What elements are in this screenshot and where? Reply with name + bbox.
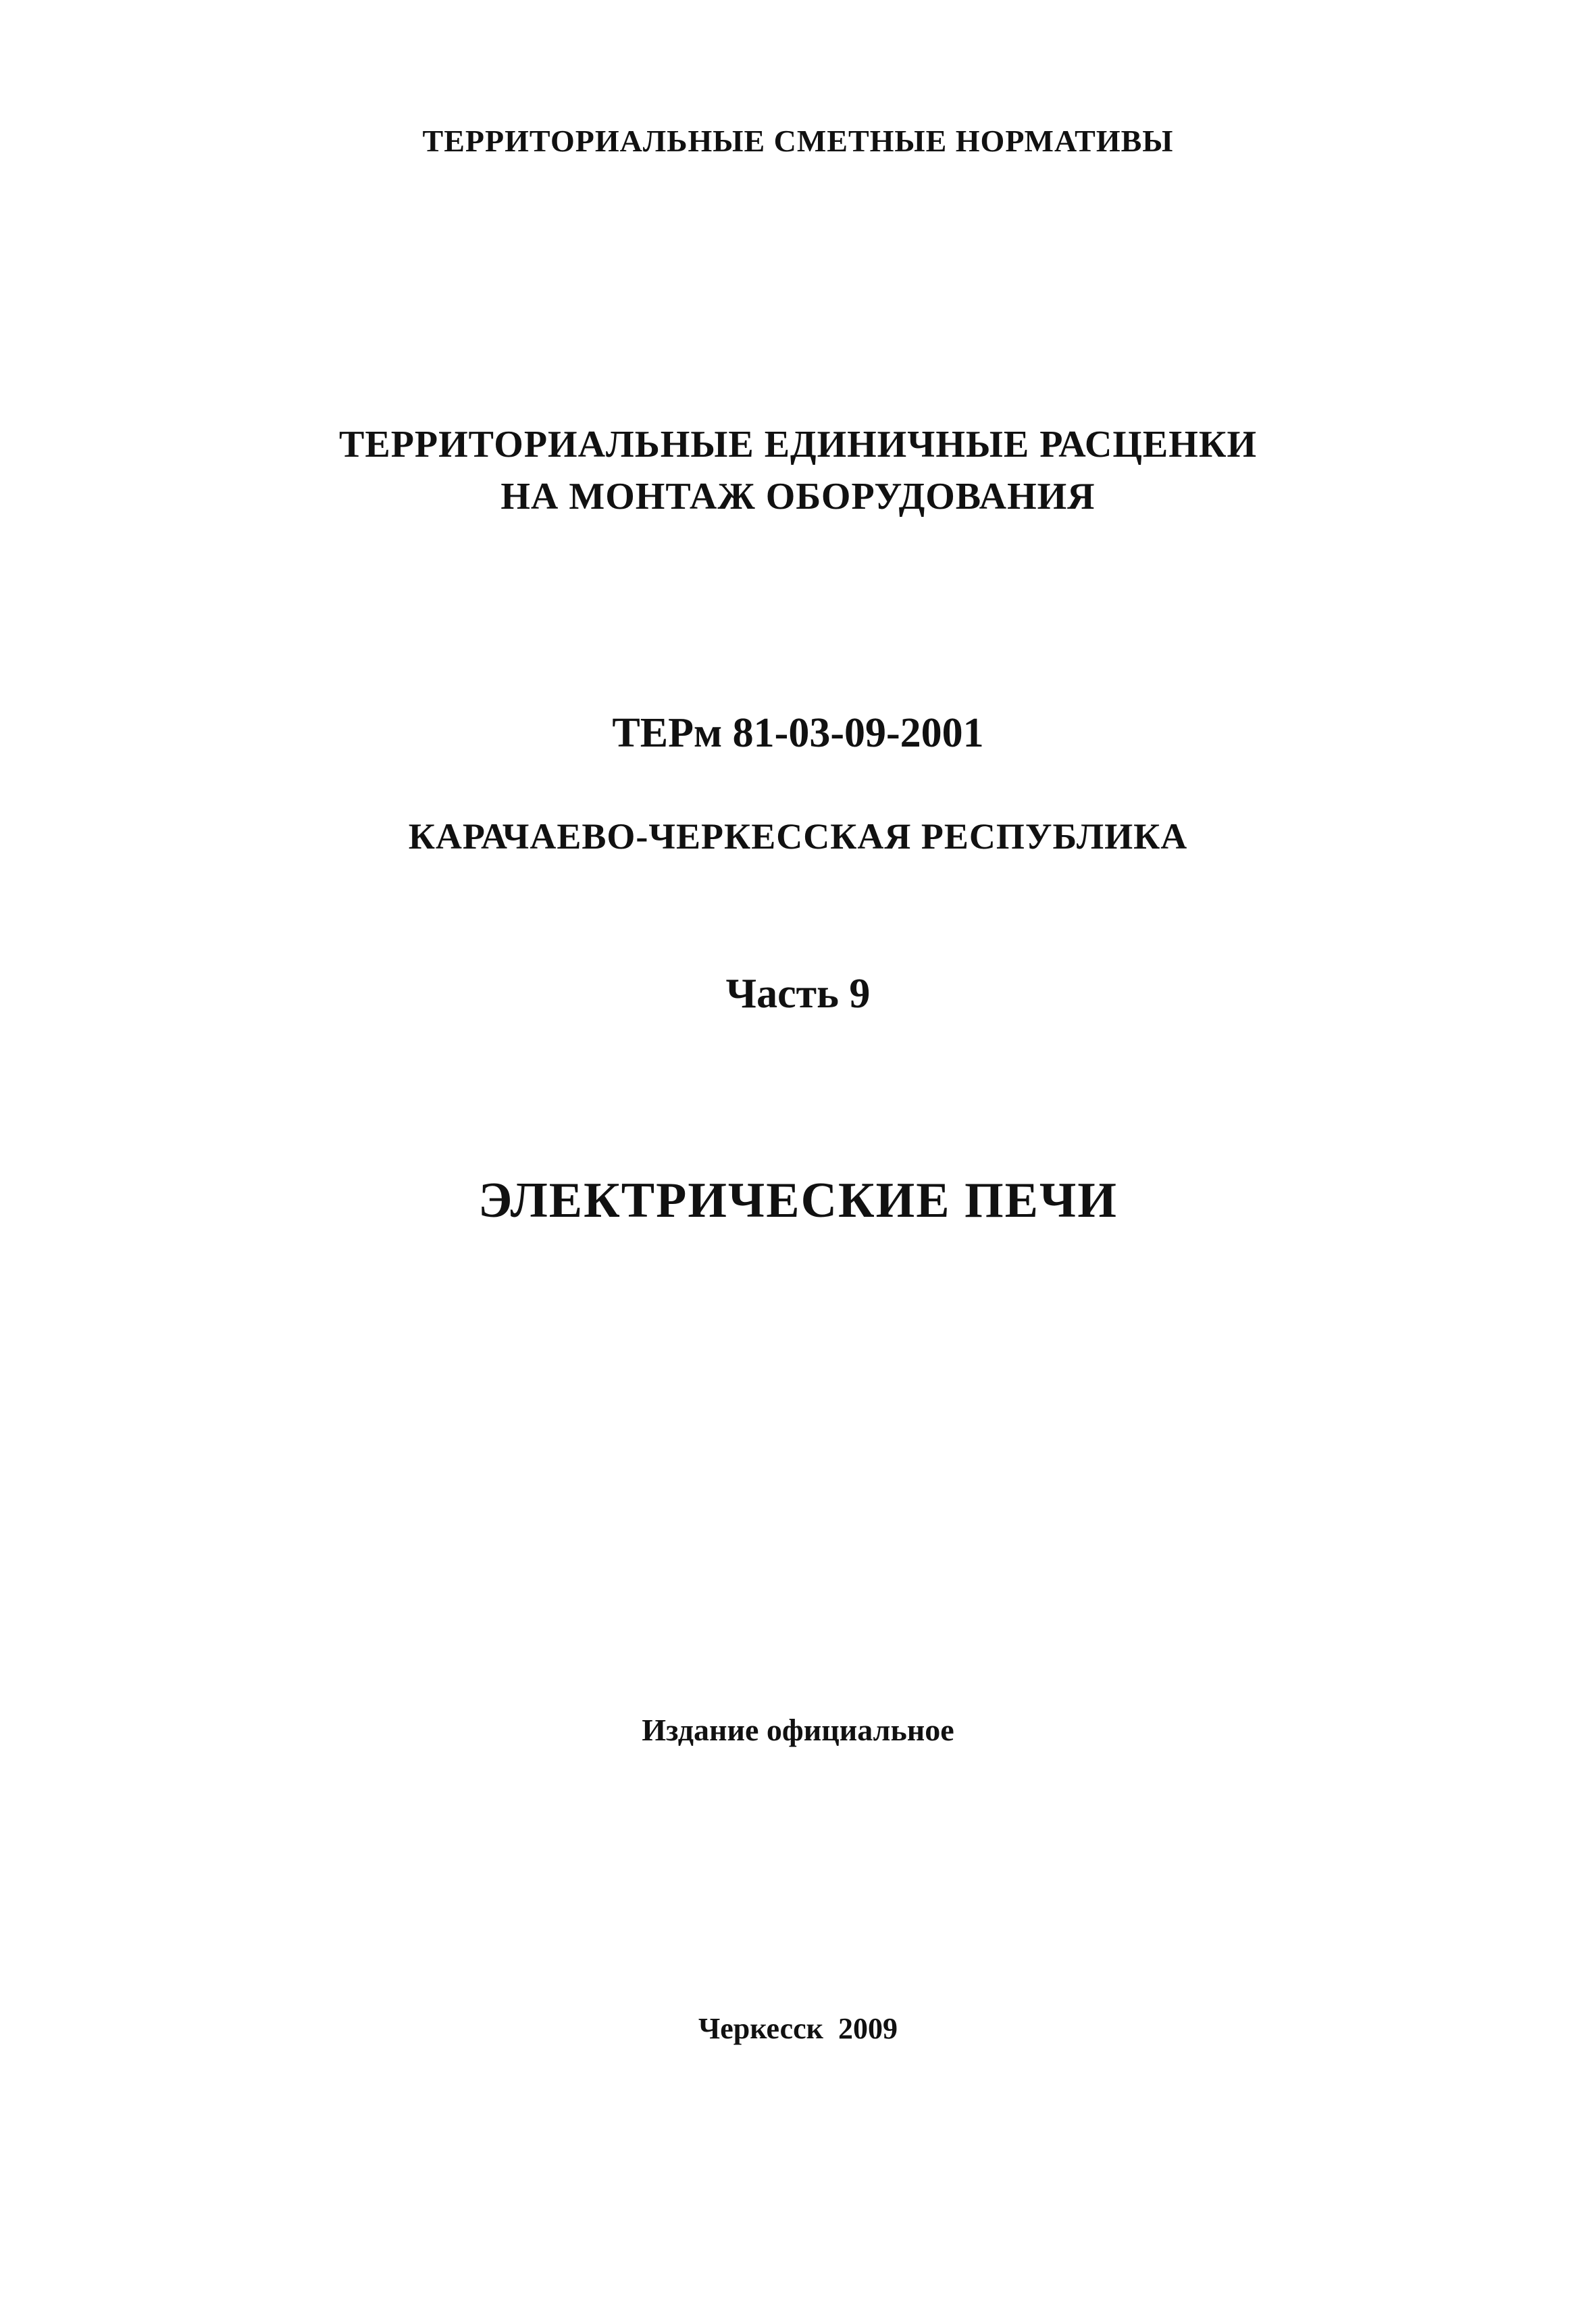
part-number: Часть 9: [725, 971, 871, 1017]
document-title-line-1: ТЕРРИТОРИАЛЬНЫЕ ЕДИНИЧНЫЕ РАСЦЕНКИ: [338, 424, 1258, 466]
edition-note: Издание официальное: [642, 1713, 954, 1747]
document-title-line-2: НА МОНТАЖ ОБОРУДОВАНИЯ: [500, 476, 1096, 518]
document-code: ТЕРм 81-03-09-2001: [612, 710, 984, 756]
region-name: КАРАЧАЕВО-ЧЕРКЕССКАЯ РЕСПУБЛИКА: [408, 816, 1188, 857]
series-heading: ТЕРРИТОРИАЛЬНЫЕ СМЕТНЫЕ НОРМАТИВЫ: [422, 124, 1174, 158]
subject-title: ЭЛЕКТРИЧЕСКИЕ ПЕЧИ: [478, 1173, 1118, 1228]
imprint-place-year: Черкесск 2009: [698, 2012, 898, 2045]
